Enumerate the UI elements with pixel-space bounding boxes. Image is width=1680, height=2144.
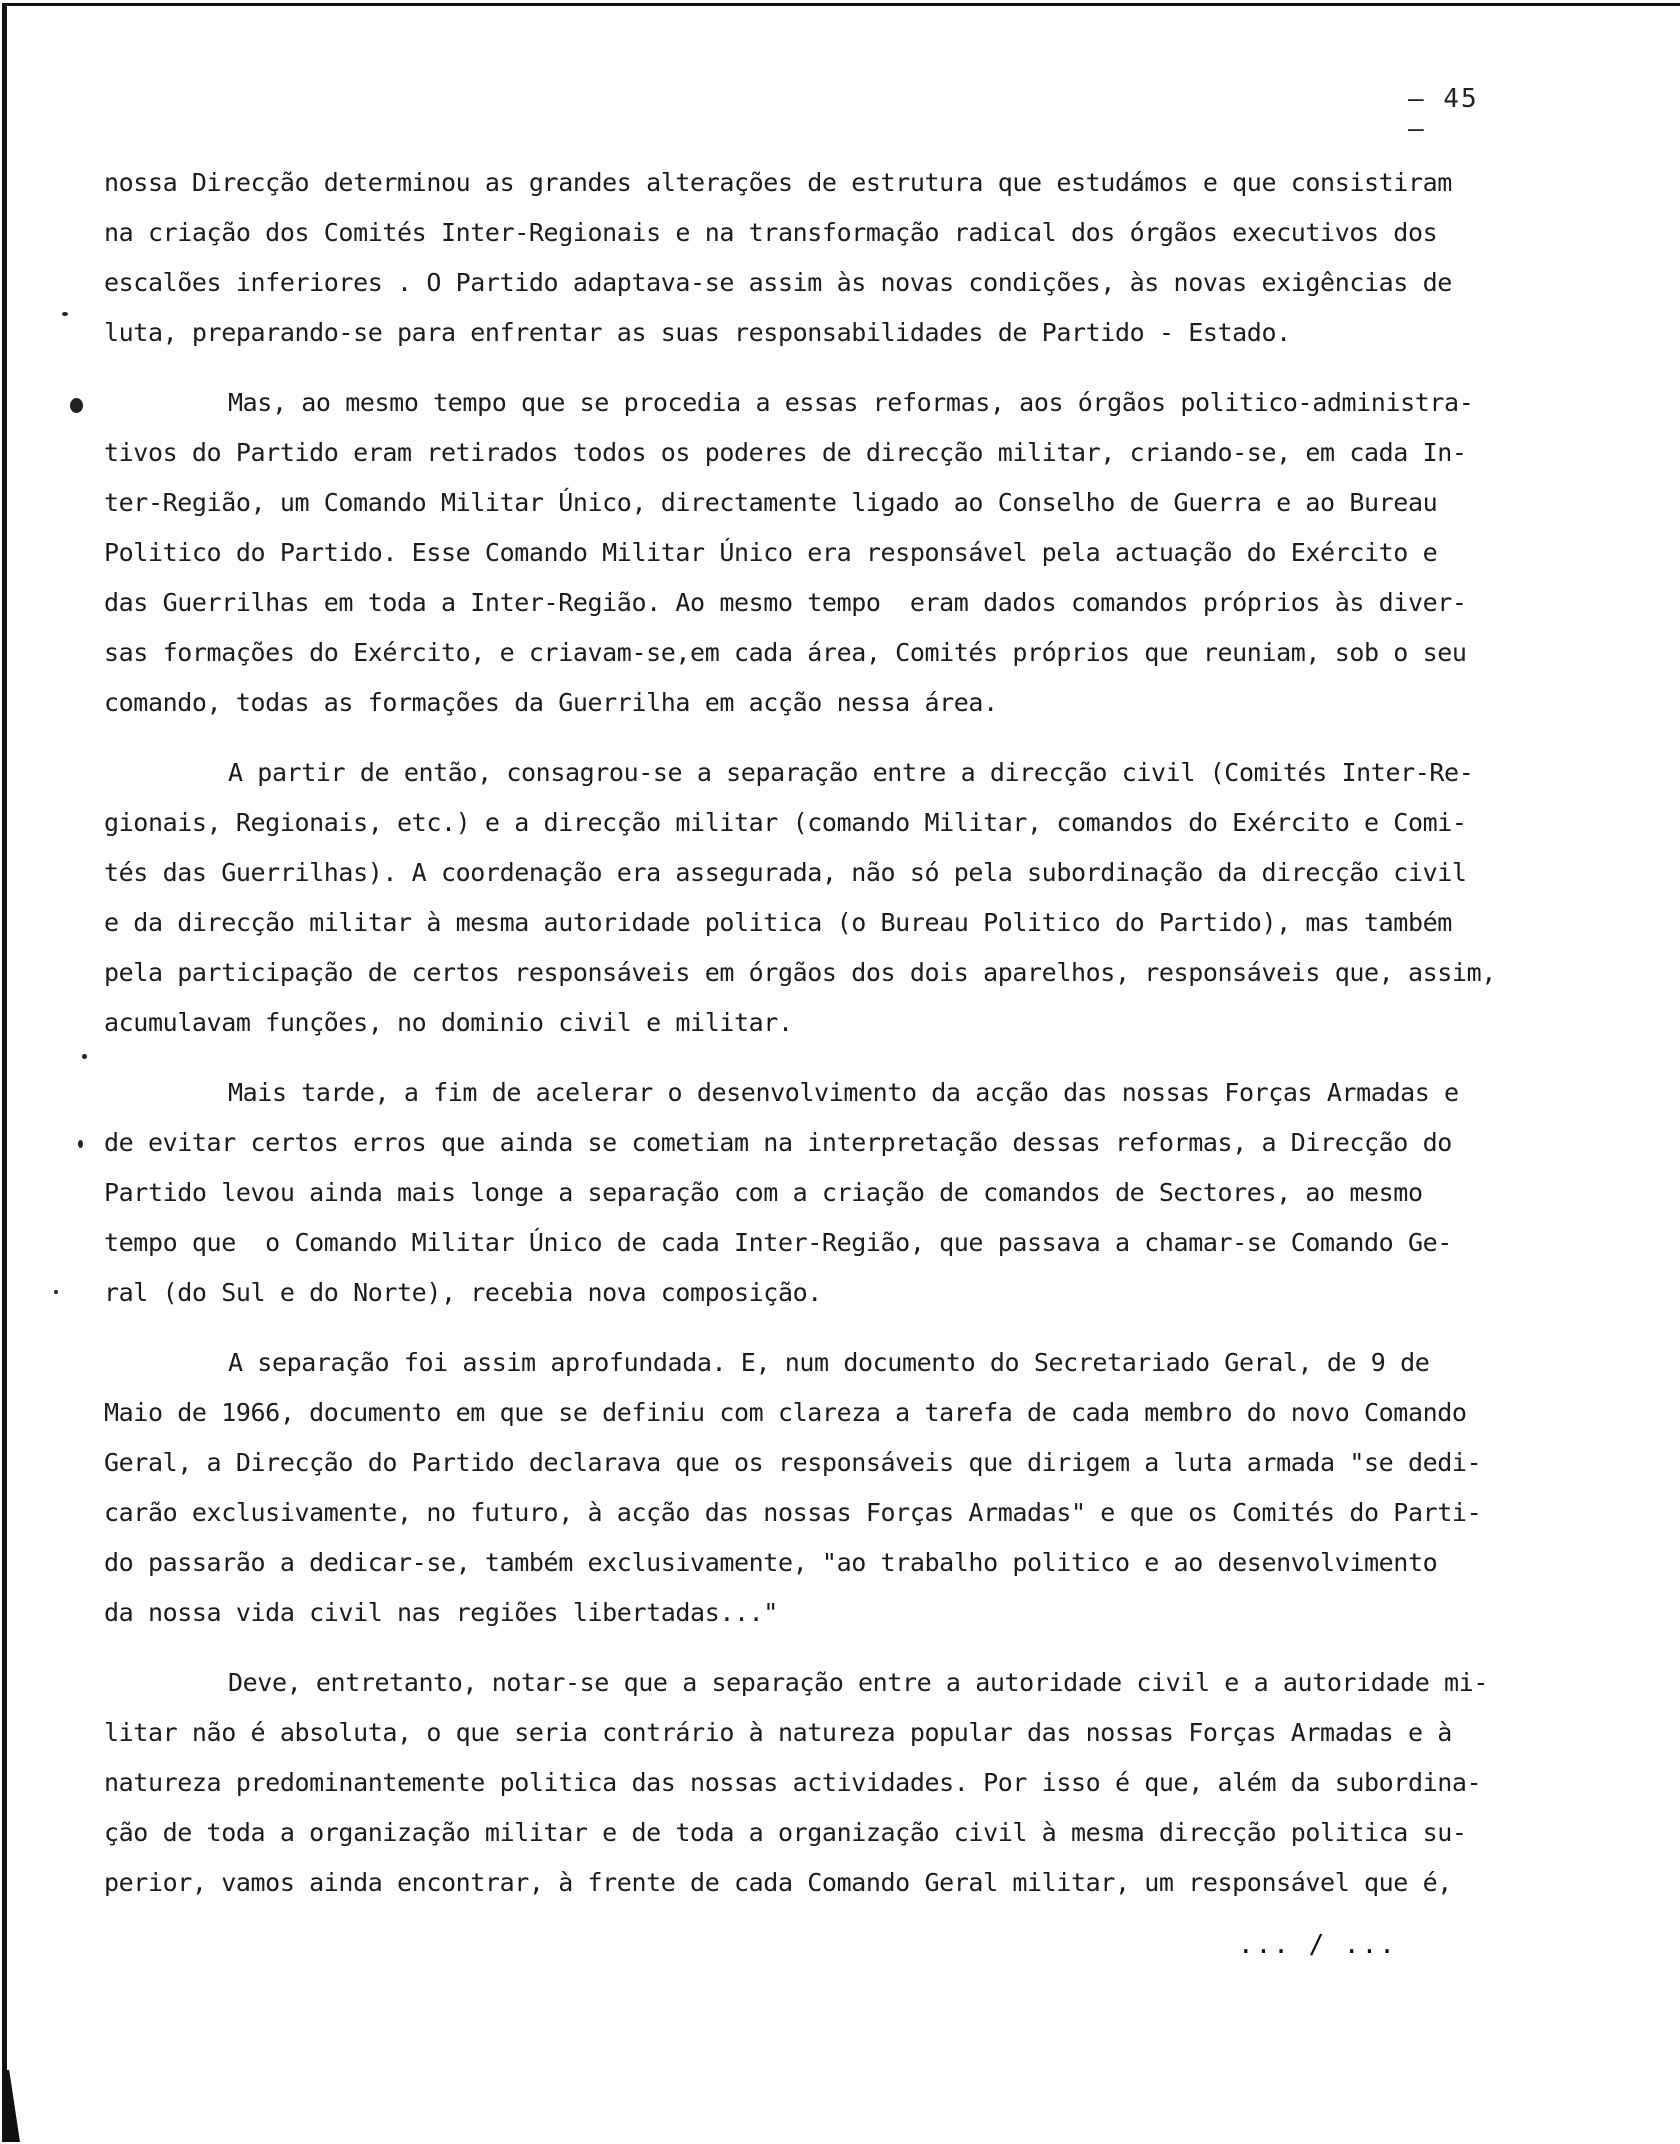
text-line: pela participação de certos responsáveis em órgãos dos dois aparelhos, responsáveis que, assim, xyxy=(104,958,1496,987)
scan-border-top xyxy=(4,3,1680,6)
scan-speck xyxy=(82,1054,87,1059)
text-line: luta, preparando-se para enfrentar as suas responsabilidades de Partido - Estado. xyxy=(104,318,1291,347)
text-line: Mais tarde, a fim de acelerar o desenvolvimento da acção das nossas Forças Armadas e xyxy=(228,1078,1459,1107)
text-line: perior, vamos ainda encontrar, à frente de cada Comando Geral militar, um responsável que é, xyxy=(104,1868,1452,1897)
paragraph xyxy=(104,1338,1564,1638)
text-line: da nossa vida civil nas regiões libertadas..." xyxy=(104,1598,778,1627)
text-line: acumulavam funções, no dominio civil e militar. xyxy=(104,1008,793,1037)
text-line: das Guerrilhas em toda a Inter-Região. Ao mesmo tempo eram dados comandos próprios às diver- xyxy=(104,588,1467,617)
scan-speck xyxy=(70,398,83,413)
text-line: do passarão a dedicar-se, também exclusivamente, "ao trabalho politico e ao desenvolvimento xyxy=(104,1548,1438,1577)
text-line: ter-Região, um Comando Militar Único, directamente ligado ao Conselho de Guerra e ao Bureau xyxy=(104,488,1438,517)
body-text xyxy=(104,158,1564,1928)
text-line: Deve, entretanto, notar-se que a separação entre a autoridade civil e a autoridade mi- xyxy=(228,1668,1489,1697)
text-line: Geral, a Direcção do Partido declarava que os responsáveis que dirigem a luta armada "se dedi- xyxy=(104,1448,1482,1477)
text-line: escalões inferiores . O Partido adaptava-se assim às novas condições, às novas exigências de xyxy=(104,268,1452,297)
text-line: Maio de 1966, documento em que se definiu com clareza a tarefa de cada membro do novo Comando xyxy=(104,1398,1467,1427)
text-line: A separação foi assim aprofundada. E, num documento do Secretariado Geral, de 9 de xyxy=(228,1348,1430,1377)
scan-corner-mark xyxy=(2,2070,20,2142)
paragraph xyxy=(104,1658,1564,1908)
paragraph xyxy=(104,748,1564,1048)
continuation-mark: ... / ... xyxy=(1238,1930,1397,1960)
paragraph xyxy=(104,1068,1564,1318)
text-line: tés das Guerrilhas). A coordenação era assegurada, não só pela subordinação da direcção civil xyxy=(104,858,1467,887)
text-line: litar não é absoluta, o que seria contrário à natureza popular das nossas Forças Armadas e à xyxy=(104,1718,1452,1747)
text-line: Mas, ao mesmo tempo que se procedia a essas reformas, aos órgãos politico-administra- xyxy=(228,388,1474,417)
text-line: gionais, Regionais, etc.) e a direcção militar (comando Militar, comandos do Exército e Comi- xyxy=(104,808,1467,837)
text-line: de evitar certos erros que ainda se cometiam na interpretação dessas reformas, a Direcção do xyxy=(104,1128,1452,1157)
scan-border-left xyxy=(2,3,7,2141)
text-line: e da direcção militar à mesma autoridade politica (o Bureau Politico do Partido), mas também xyxy=(104,908,1452,937)
text-line: Politico do Partido. Esse Comando Militar Único era responsável pela actuação do Exército e xyxy=(104,538,1438,567)
text-line: ção de toda a organização militar e de toda a organização civil à mesma direcção politica su- xyxy=(104,1818,1467,1847)
text-line: nossa Direcção determinou as grandes alterações de estrutura que estudámos e que consistiram xyxy=(104,168,1452,197)
text-line: tempo que o Comando Militar Único de cada Inter-Região, que passava a chamar-se Comando Ge- xyxy=(104,1228,1452,1257)
text-line: natureza predominantemente politica das nossas actividades. Por isso é que, além da subordina- xyxy=(104,1768,1482,1797)
text-line: na criação dos Comités Inter-Regionais e na transformação radical dos órgãos executivos dos xyxy=(104,218,1438,247)
paragraph xyxy=(104,158,1564,358)
text-line: Partido levou ainda mais longe a separação com a criação de comandos de Sectores, ao mesmo xyxy=(104,1178,1423,1207)
text-line: sas formações do Exército, e criavam-se,em cada área, Comités próprios que reuniam, sob o seu xyxy=(104,638,1467,667)
paragraph xyxy=(104,378,1564,728)
text-line: ral (do Sul e do Norte), recebia nova composição. xyxy=(104,1278,822,1307)
text-line: tivos do Partido eram retirados todos os poderes de direcção militar, criando-se, em cada In- xyxy=(104,438,1467,467)
scan-speck xyxy=(78,1140,83,1148)
scan-speck xyxy=(54,1290,58,1294)
text-line: comando, todas as formações da Guerrilha em acção nessa área. xyxy=(104,688,998,717)
text-line: A partir de então, consagrou-se a separação entre a direcção civil (Comités Inter-Re- xyxy=(228,758,1474,787)
text-line: carão exclusivamente, no futuro, à acção das nossas Forças Armadas" e que os Comités do Parti- xyxy=(104,1498,1482,1527)
page-number: – 45 – xyxy=(1408,84,1479,144)
scan-speck xyxy=(62,312,68,316)
